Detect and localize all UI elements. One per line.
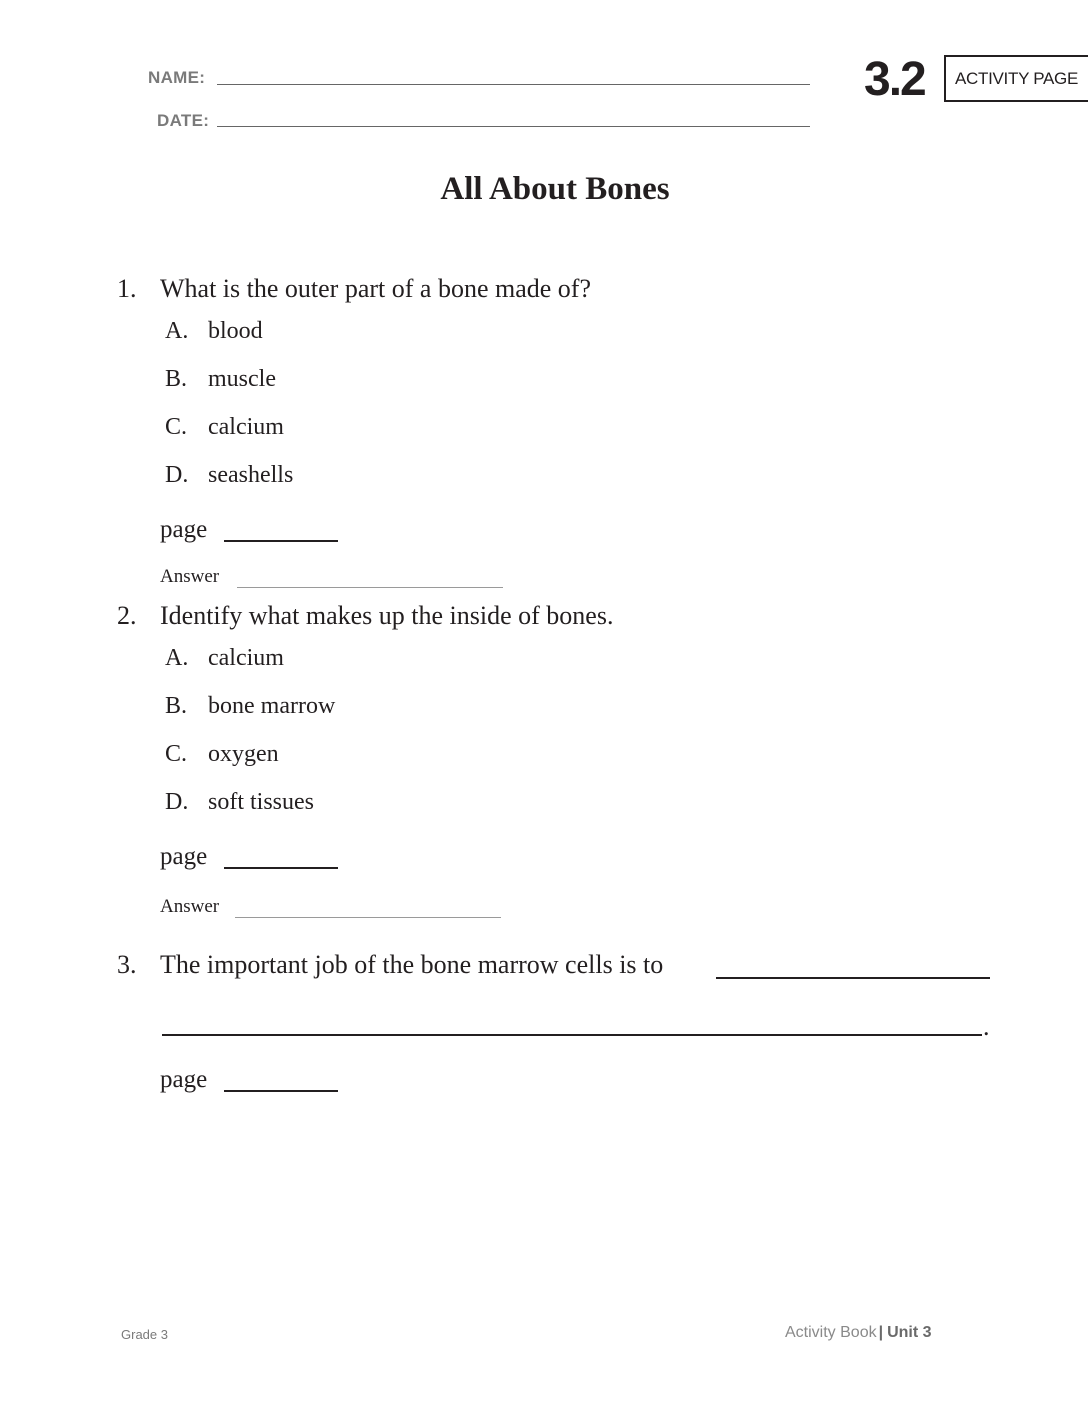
footer-unit: Unit 3 <box>887 1324 932 1341</box>
answer-label: Answer <box>160 566 220 587</box>
option-text: calcium <box>208 645 284 671</box>
option-letter: C. <box>165 414 188 440</box>
date-field[interactable] <box>217 126 810 127</box>
footer-book: Activity Book <box>785 1324 877 1341</box>
page-blank[interactable] <box>224 540 338 542</box>
date-label: DATE: <box>157 111 210 130</box>
footer-grade: Grade 3 <box>121 1327 168 1342</box>
lesson-number: 3.2 <box>864 53 925 106</box>
question-1-text: What is the outer part of a bone made of? <box>160 274 591 303</box>
question-3-text: The important job of the bone marrow cells is to <box>160 950 664 979</box>
page-blank[interactable] <box>224 867 338 869</box>
question-3-blank-1[interactable] <box>716 977 990 979</box>
option-letter: D. <box>165 789 189 815</box>
activity-page-label: ACTIVITY PAGE <box>955 68 1079 88</box>
answer-blank[interactable] <box>237 587 503 588</box>
footer-separator: | <box>878 1324 884 1341</box>
option-text: bone marrow <box>208 693 336 719</box>
question-2-text: Identify what makes up the inside of bones. <box>160 601 614 630</box>
activity-page-badge <box>944 55 1088 102</box>
option-text: oxygen <box>208 741 279 767</box>
question-3-blank-2[interactable] <box>162 1034 982 1036</box>
option-text: calcium <box>208 414 284 440</box>
page-blank[interactable] <box>224 1090 338 1092</box>
answer-blank[interactable] <box>235 917 501 918</box>
option-letter: B. <box>165 693 188 719</box>
page-label: page <box>160 516 208 543</box>
page-label: page <box>160 843 208 870</box>
question-3-end-punct: . <box>983 1012 990 1041</box>
option-letter: A. <box>165 645 189 671</box>
option-text: muscle <box>208 366 276 392</box>
option-letter: A. <box>165 318 189 344</box>
question-2-number: 2. <box>117 601 137 630</box>
option-letter: B. <box>165 366 188 392</box>
page-label: page <box>160 1066 208 1093</box>
footer-book-unit <box>785 1324 932 1342</box>
question-3-number: 3. <box>117 950 137 979</box>
option-letter: D. <box>165 462 189 488</box>
answer-label: Answer <box>160 896 220 917</box>
option-letter: C. <box>165 741 188 767</box>
option-text: soft tissues <box>208 789 315 815</box>
page-title: All About Bones <box>440 171 670 207</box>
name-field[interactable] <box>217 84 810 85</box>
question-1-number: 1. <box>117 274 137 303</box>
name-label: NAME: <box>148 68 206 87</box>
option-text: seashells <box>208 462 294 488</box>
option-text: blood <box>208 318 263 344</box>
